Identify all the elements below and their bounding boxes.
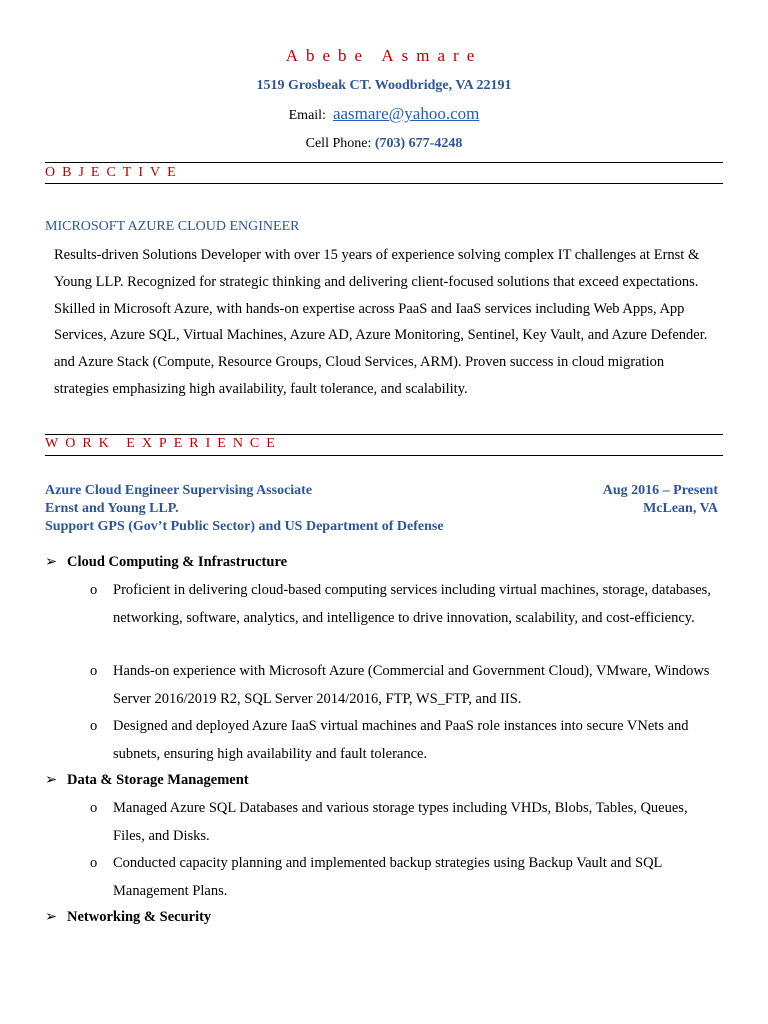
objective-heading: OBJECTIVE [45, 165, 183, 180]
job-location: McLean, VA [643, 501, 718, 516]
category-title: Data & Storage Management [67, 772, 249, 788]
work-experience-heading: WORK EXPERIENCE [45, 436, 282, 451]
section-rule-bottom [45, 183, 723, 184]
category-heading [45, 909, 211, 926]
circle-bullet-icon: o [90, 663, 98, 679]
address: 1519 Grosbeak CT. Woodbridge, VA 22191 [256, 78, 512, 93]
category-heading [45, 772, 249, 789]
job-title: Azure Cloud Engineer Supervising Associate [45, 483, 313, 498]
bullet-text: Proficient in delivering cloud-based computing services including virtual machines, storage, databases, networking, software, analytics, and intelligence to drive innovation, scalability, and cost-efficiency. [113, 582, 711, 626]
phone-number: (703) 677-4248 [374, 136, 463, 151]
bullet-text: Hands-on experience with Microsoft Azure (Commercial and Government Cloud), VMware, Windows Server 2016/2019 R2, SQL Server 2014/2016, FTP, WS_FTP, and IIS. [113, 663, 710, 707]
arrow-bullet-icon: ➢ [45, 554, 58, 570]
section-rule-top [45, 162, 723, 163]
job-dates: Aug 2016 – Present [602, 483, 718, 498]
list-item [90, 713, 722, 768]
arrow-bullet-icon: ➢ [45, 772, 58, 788]
role-title: MICROSOFT AZURE CLOUD ENGINEER [45, 219, 300, 234]
company-name: Ernst and Young LLP. [45, 501, 179, 516]
section-rule-bottom [45, 455, 723, 456]
list-item [90, 658, 722, 713]
circle-bullet-icon: o [90, 800, 98, 816]
arrow-bullet-icon: ➢ [45, 909, 58, 925]
circle-bullet-icon: o [90, 718, 98, 734]
section-rule-top [45, 434, 723, 435]
category-heading [45, 554, 287, 571]
email-line [0, 104, 768, 124]
list-item [90, 850, 722, 905]
phone-label: Cell Phone: [305, 136, 372, 151]
phone-line [0, 136, 768, 152]
bullet-text: Managed Azure SQL Databases and various storage types including VHDs, Blobs, Tables, Queues, Files, and Disks. [113, 800, 688, 844]
list-item [90, 577, 722, 632]
circle-bullet-icon: o [90, 582, 98, 598]
list-item [90, 795, 722, 850]
candidate-name: Abebe Asmare [285, 46, 483, 65]
bullet-text: Designed and deployed Azure IaaS virtual machines and PaaS role instances into secure VNets and subnets, ensuring high availability and fault tolerance. [113, 718, 689, 762]
circle-bullet-icon: o [90, 855, 98, 871]
client-name: Support GPS (Gov’t Public Sector) and US Department of Defense [45, 519, 444, 534]
category-title: Cloud Computing & Infrastructure [67, 554, 288, 570]
email-label: Email: [288, 108, 326, 123]
bullet-text: Conducted capacity planning and implemented backup strategies using Backup Vault and SQL Management Plans. [113, 855, 662, 899]
email-link[interactable]: aasmare@yahoo.com [332, 104, 480, 123]
category-title: Networking & Security [67, 909, 212, 925]
summary-paragraph: Results-driven Solutions Developer with over 15 years of experience solving complex IT challenges at Ernst & Young LLP. Recognized for strategic thinking and delivering client-focused solutions that exceed expectations. Skilled in Microsoft Azure, with hands-on expertise across PaaS and IaaS services including Web Apps, App Services, Azure SQL, Virtual Machines, Azure AD, Azure Monitoring, Sentinel, Key Vault, and Azure Defender. and Azure Stack (Compute, Resource Groups, Cloud Services, ARM). Proven success in cloud migration strategies emphasizing high availability, fault tolerance, and scalability. [54, 247, 708, 397]
